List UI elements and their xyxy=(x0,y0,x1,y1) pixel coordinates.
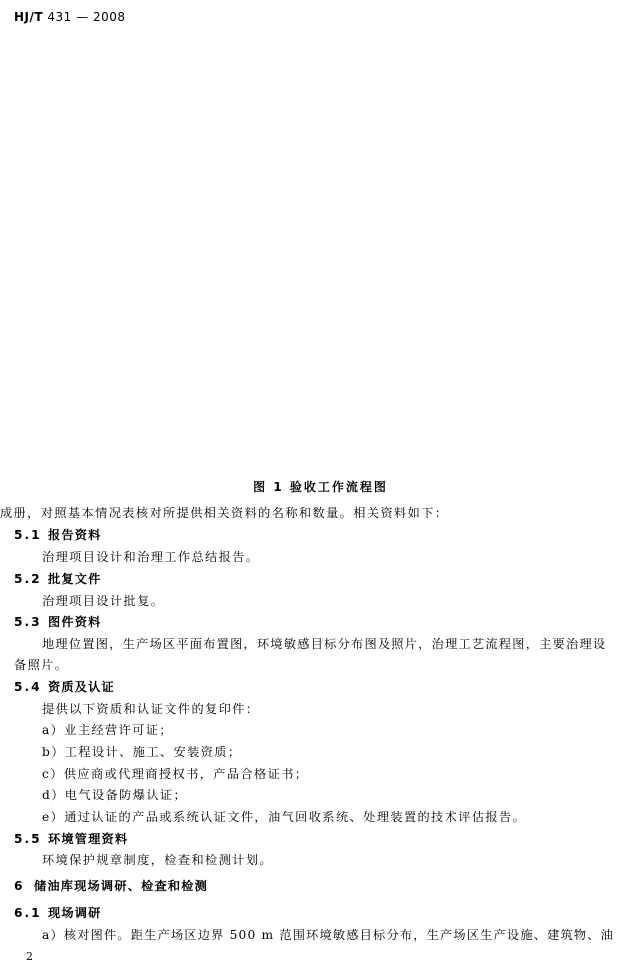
list-item: c）供应商或代理商授权书，产品合格证书； xyxy=(42,767,309,781)
section-6-heading xyxy=(14,877,208,894)
section-5-5-heading xyxy=(14,830,128,847)
section-5-3-heading xyxy=(14,613,102,630)
intro-paragraph: 成册，对照基本情况表核对所提供相关资料的名称和数量。相关资料如下： xyxy=(0,506,449,520)
document-header xyxy=(14,10,125,24)
section-title: 环境管理资料 xyxy=(48,832,129,846)
section-6-1-heading xyxy=(14,904,102,921)
section-number: 5.4 xyxy=(14,680,42,694)
page-number: 2 xyxy=(26,950,33,963)
section-5-3-text-line1: 地理位置图，生产场区平面布置图，环境敏感目标分布图及照片，治理工艺流程图，主要治理设 xyxy=(42,637,607,651)
standard-number: 431 — 2008 xyxy=(47,10,126,24)
list-item: a）业主经营许可证； xyxy=(42,723,173,737)
standard-code: HJ/T xyxy=(14,10,44,24)
list-item: d）电气设备防爆认证； xyxy=(42,788,188,802)
section-title: 储油库现场调研、检查和检测 xyxy=(34,879,209,893)
section-number: 5.5 xyxy=(14,832,42,846)
section-number: 6 xyxy=(14,879,25,893)
section-5-5-text: 环境保护规章制度，检查和检测计划。 xyxy=(42,853,273,867)
section-number: 5.1 xyxy=(14,528,42,542)
list-item: b）工程设计、施工、安装资质； xyxy=(42,745,242,759)
section-5-2-text: 治理项目设计批复。 xyxy=(42,594,165,608)
section-number: 5.2 xyxy=(14,572,42,586)
section-5-4-heading xyxy=(14,678,115,695)
section-6-1-text: a）核对图件。距生产场区边界 500 m 范围环境敏感目标分布，生产场区生产设施、建筑物、油 xyxy=(42,928,615,942)
section-title: 批复文件 xyxy=(48,572,102,586)
section-title: 图件资料 xyxy=(48,615,102,629)
section-5-4-text: 提供以下资质和认证文件的复印件： xyxy=(42,702,260,716)
section-title: 报告资料 xyxy=(48,528,102,542)
section-5-1-text: 治理项目设计和治理工作总结报告。 xyxy=(42,550,260,564)
section-title: 现场调研 xyxy=(48,906,102,920)
section-5-3-text-line2: 备照片。 xyxy=(14,658,69,672)
section-number: 5.3 xyxy=(14,615,42,629)
section-5-2-heading xyxy=(14,570,102,587)
section-5-1-heading xyxy=(14,526,102,543)
section-title: 资质及认证 xyxy=(48,680,115,694)
section-number: 6.1 xyxy=(14,906,42,920)
list-item: e）通过认证的产品或系统认证文件，油气回收系统、处理装置的技术评估报告。 xyxy=(42,810,527,824)
figure-caption: 图 1 验收工作流程图 xyxy=(253,480,388,494)
